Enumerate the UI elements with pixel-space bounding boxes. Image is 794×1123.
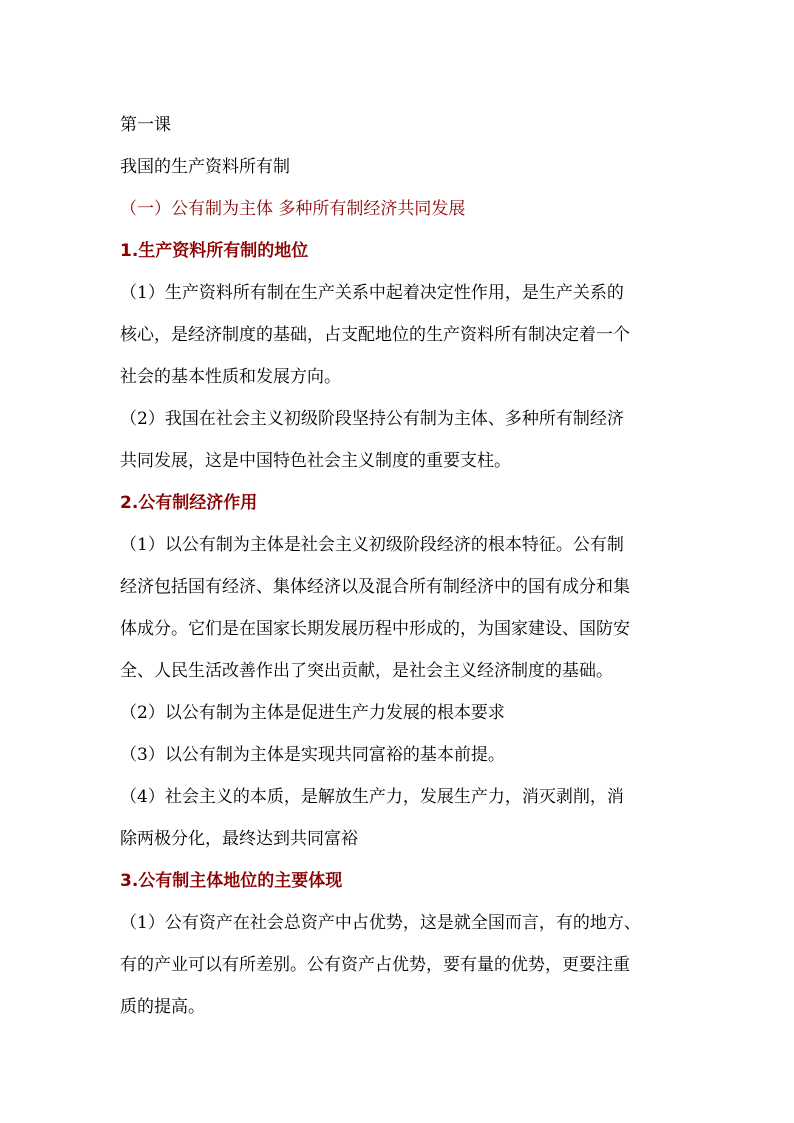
paragraph-line: （2）我国在社会主义初级阶段坚持公有制为主体、多种所有制经济 <box>120 409 624 429</box>
lesson-title: 第一课 <box>120 115 171 135</box>
paragraph-line: （1）公有资产在社会总资产中占优势，这是就全国而言，有的地方、 <box>120 913 641 933</box>
paragraph-1-2 <box>120 398 690 482</box>
paragraph-line: 核心，是经济制度的基础，占支配地位的生产资料所有制决定着一个 <box>120 325 630 345</box>
paragraph-line: 全、人民生活改善作出了突出贡献，是社会主义经济制度的基础。 <box>120 661 613 681</box>
paragraph-line: 除两极分化，最终达到共同富裕 <box>120 829 358 849</box>
paragraph-line: 社会的基本性质和发展方向。 <box>120 367 341 387</box>
paragraph-line: 经济包括国有经济、集体经济以及混合所有制经济中的国有成分和集 <box>120 577 630 597</box>
paragraph-2-2 <box>120 692 690 734</box>
subsection-heading-3: 3.公有制主体地位的主要体现 <box>120 871 343 891</box>
paragraph-1-1 <box>120 272 690 398</box>
subsection-heading-1: 1.生产资料所有制的地位 <box>120 241 309 261</box>
paragraph-line: 共同发展，这是中国特色社会主义制度的重要支柱。 <box>120 451 511 471</box>
paragraph-line: 有的产业可以有所差别。公有资产占优势，要有量的优势，更要注重 <box>120 955 630 975</box>
paragraph-line: （3）以公有制为主体是实现共同富裕的基本前提。 <box>120 745 505 765</box>
paragraph-2-4 <box>120 776 690 860</box>
paragraph-2-3 <box>120 734 690 776</box>
paragraph-line: （2）以公有制为主体是促进生产力发展的根本要求 <box>120 703 505 723</box>
paragraph-line: （1）生产资料所有制在生产关系中起着决定性作用，是生产关系的 <box>120 283 624 303</box>
lesson-subtitle: 我国的生产资料所有制 <box>120 157 290 177</box>
section-heading: （一）公有制为主体 多种所有制经济共同发展 <box>120 199 466 219</box>
paragraph-line: 体成分。它们是在国家长期发展历程中形成的，为国家建设、国防安 <box>120 619 630 639</box>
paragraph-3-1 <box>120 902 690 1028</box>
paragraph-line: （1）以公有制为主体是社会主义初级阶段经济的根本特征。公有制 <box>120 535 624 555</box>
subsection-heading-2: 2.公有制经济作用 <box>120 493 258 513</box>
paragraph-2-1 <box>120 524 690 692</box>
document-content <box>120 104 690 1028</box>
paragraph-line: （4）社会主义的本质，是解放生产力，发展生产力，消灭剥削，消 <box>120 787 624 807</box>
paragraph-line: 质的提高。 <box>120 997 205 1017</box>
